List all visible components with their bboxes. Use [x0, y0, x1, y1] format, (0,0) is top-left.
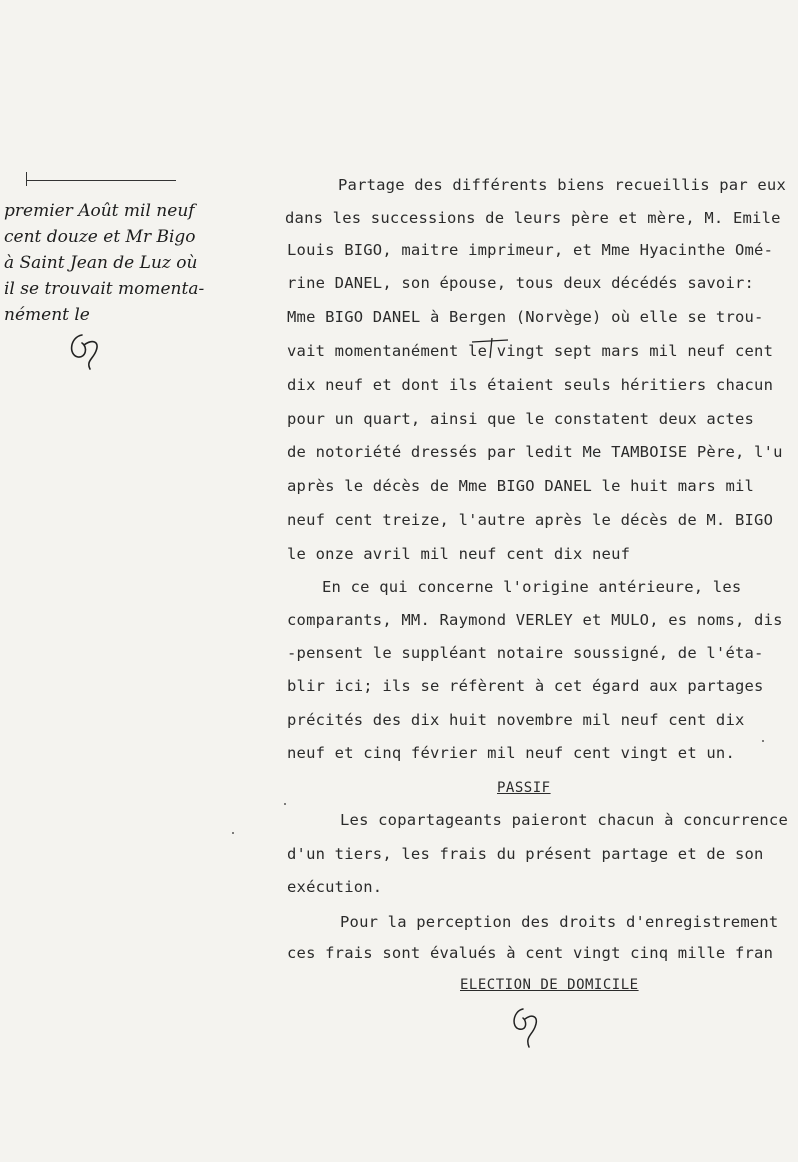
margin-note-line: cent douze et Mr Bigo	[4, 227, 196, 247]
body-line: rine DANEL, son épouse, tous deux décédés savoir:	[287, 274, 755, 292]
election-heading: ELECTION DE DOMICILE	[460, 977, 639, 993]
margin-rule	[26, 180, 176, 181]
paper-speck	[232, 832, 234, 834]
bottom-initials-signature	[505, 1003, 545, 1051]
passif-line: Pour la perception des droits d'enregistrement	[340, 913, 779, 931]
body-line: En ce qui concerne l'origine antérieure, les	[322, 578, 742, 596]
margin-tick	[26, 172, 27, 186]
body-line: de notoriété dressés par ledit Me TAMBOISE Père, l'u	[287, 443, 783, 461]
body-line: neuf cent treize, l'autre après le décès de M. BIGO	[287, 511, 774, 529]
body-line: dix neuf et dont ils étaient seuls héritiers chacun	[287, 376, 774, 394]
body-line: après le décès de Mme BIGO DANEL le huit mars mil	[287, 477, 755, 495]
passif-line: ces frais sont évalués à cent vingt cinq mille fran	[287, 944, 774, 962]
margin-note-line: à Saint Jean de Luz où	[4, 253, 198, 273]
passif-line: exécution.	[287, 878, 383, 896]
body-line: neuf et cinq février mil neuf cent vingt et un.	[287, 744, 735, 762]
margin-note-line: premier Août mil neuf	[4, 201, 195, 221]
passif-line: Les copartageants paieront chacun à concurrence	[340, 811, 788, 829]
body-line: -pensent le suppléant notaire soussigné, de l'éta-	[287, 644, 764, 662]
margin-note-line: nément le	[4, 305, 90, 325]
body-line: précités des dix huit novembre mil neuf cent dix	[287, 711, 745, 729]
body-line: comparants, MM. Raymond VERLEY et MULO, es noms, dis	[287, 611, 783, 629]
paper-speck	[284, 803, 286, 805]
body-line: blir ici; ils se réfèrent à cet égard aux partages	[287, 677, 764, 695]
passif-line: d'un tiers, les frais du présent partage et de son	[287, 845, 764, 863]
body-line: dans les successions de leurs père et mère, M. Emile	[285, 209, 781, 227]
body-line: pour un quart, ainsi que le constatent deux actes	[287, 410, 755, 428]
paper-speck	[762, 740, 764, 742]
body-line: Mme BIGO DANEL à Bergen (Norvège) où elle se trou-	[287, 308, 764, 326]
body-line: vait momentanément le vingt sept mars mil neuf cent	[287, 342, 774, 360]
body-line: Louis BIGO, maitre imprimeur, et Mme Hyacinthe Omé-	[287, 241, 774, 259]
body-line: Partage des différents biens recueillis par eux	[338, 176, 786, 194]
passif-heading: PASSIF	[497, 780, 551, 796]
margin-note-line: il se trouvait momenta-	[4, 279, 205, 299]
insertion-mark	[470, 336, 510, 360]
margin-initials-signature	[62, 325, 112, 375]
body-line: le onze avril mil neuf cent dix neuf	[287, 545, 631, 563]
